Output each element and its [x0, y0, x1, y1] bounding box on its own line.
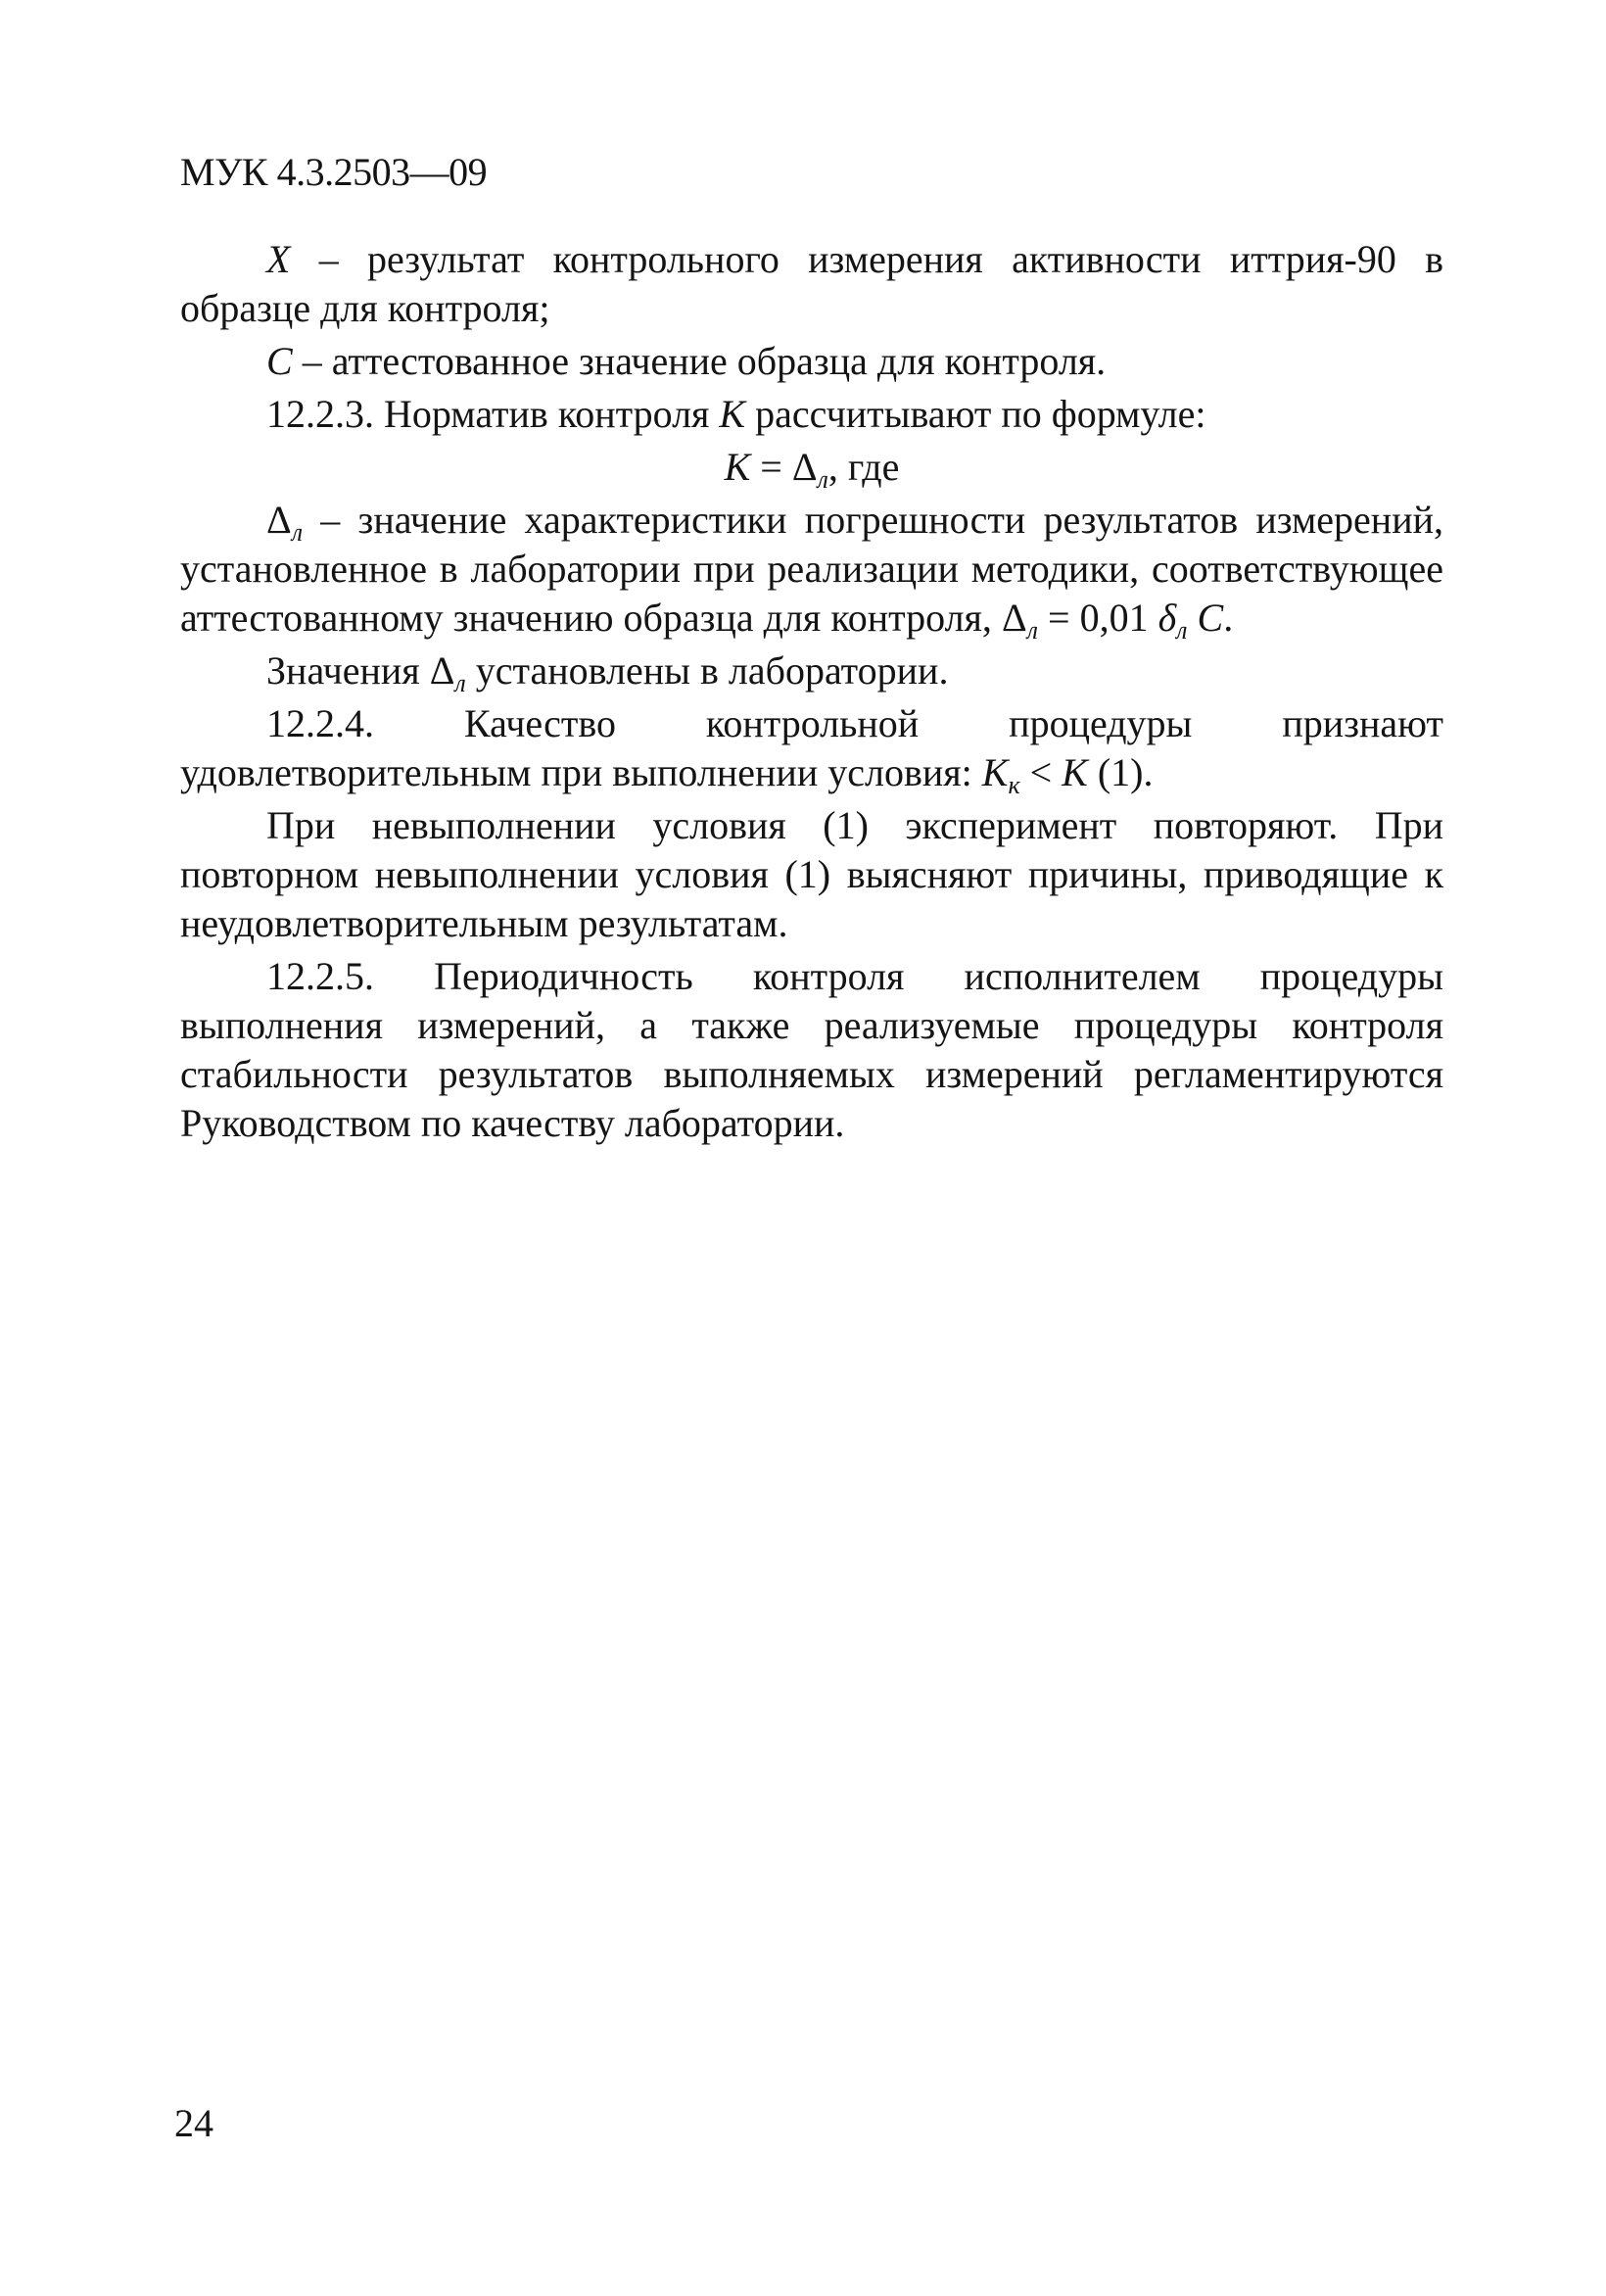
symbol-x: X: [266, 237, 291, 281]
definition-x: [180, 235, 1443, 333]
formula-delta-sub: л: [817, 465, 828, 494]
delta-eq-middle: = 0,01: [1038, 596, 1158, 640]
delta-eq-c: C: [1187, 596, 1224, 640]
delta-symbol-sub: л: [291, 518, 304, 547]
section-12-2-3: [180, 390, 1443, 439]
section-12-2-4-lt: <: [1019, 750, 1063, 794]
delta-values-paragraph: [180, 646, 1443, 695]
document-body: [180, 235, 1443, 1152]
repeat-paragraph: При невыполнении условия (1) эксперимент повторяют. При повторном невыполнении условия (1) выясняют причины, приводящие к неудовлетворительным результатам.: [180, 803, 1443, 945]
section-12-2-4: [180, 699, 1443, 797]
section-12-2-3-text-before: 12.2.3. Норматив контроля: [266, 392, 720, 436]
page-number: 24: [174, 2101, 213, 2145]
formula-equals: =: [750, 445, 792, 489]
symbol-k: K: [719, 392, 746, 436]
delta-values-text-after: установлены в лаборатории.: [465, 648, 949, 693]
delta-definition: [180, 496, 1443, 643]
section-12-2-4-tail: (1).: [1087, 750, 1154, 794]
formula-k: [180, 443, 1443, 492]
definition-c-text: – аттестованное значение образца для контроля.: [292, 339, 1107, 383]
section-12-2-4-text: 12.2.4. Качество контрольной процедуры признают удовлетворительным при выполнении условия:: [180, 701, 1443, 794]
formula-lhs: K: [724, 445, 751, 489]
section-12-2-4-k: K: [1062, 750, 1088, 794]
delta-eq-small-delta-sub: л: [1176, 616, 1188, 645]
document-code-header: МУК 4.3.2503—09: [180, 150, 488, 194]
symbol-kk: K: [981, 750, 1009, 794]
delta-values-delta-sub: л: [454, 669, 466, 697]
section-12-2-3-text-after: рассчитывают по формуле:: [745, 392, 1206, 436]
definition-c: [180, 337, 1443, 386]
delta-definition-text: – значение характеристики погрешности результатов измерений, установленное в лаборатории при реализации методики, соответствующее аттестованному значению образца для контроля,: [180, 498, 1443, 640]
delta-eq-end: .: [1223, 596, 1234, 640]
formula-tail: , где: [827, 445, 900, 489]
symbol-kk-sub: к: [1008, 771, 1020, 799]
delta-eq-delta: Δ: [1001, 596, 1027, 640]
formula-delta: Δ: [791, 445, 818, 489]
section-12-2-5: 12.2.5. Периодичность контроля исполнителем процедуры выполнения измерений, а также реализуемые процедуры контроля стабильности результатов выполняемых измерений регламентируются Руководством по качеству лаборатории.: [180, 954, 1443, 1145]
definition-x-text: – результат контрольного измерения активности иттрия-90 в образце для контроля;: [180, 237, 1443, 330]
delta-values-text-before: Значения: [266, 648, 430, 693]
delta-values-delta: Δ: [429, 648, 455, 693]
symbol-c: C: [266, 339, 293, 383]
delta-symbol: Δ: [266, 498, 292, 542]
delta-eq-delta-sub: л: [1026, 616, 1039, 645]
delta-eq-small-delta: δ: [1157, 596, 1177, 640]
